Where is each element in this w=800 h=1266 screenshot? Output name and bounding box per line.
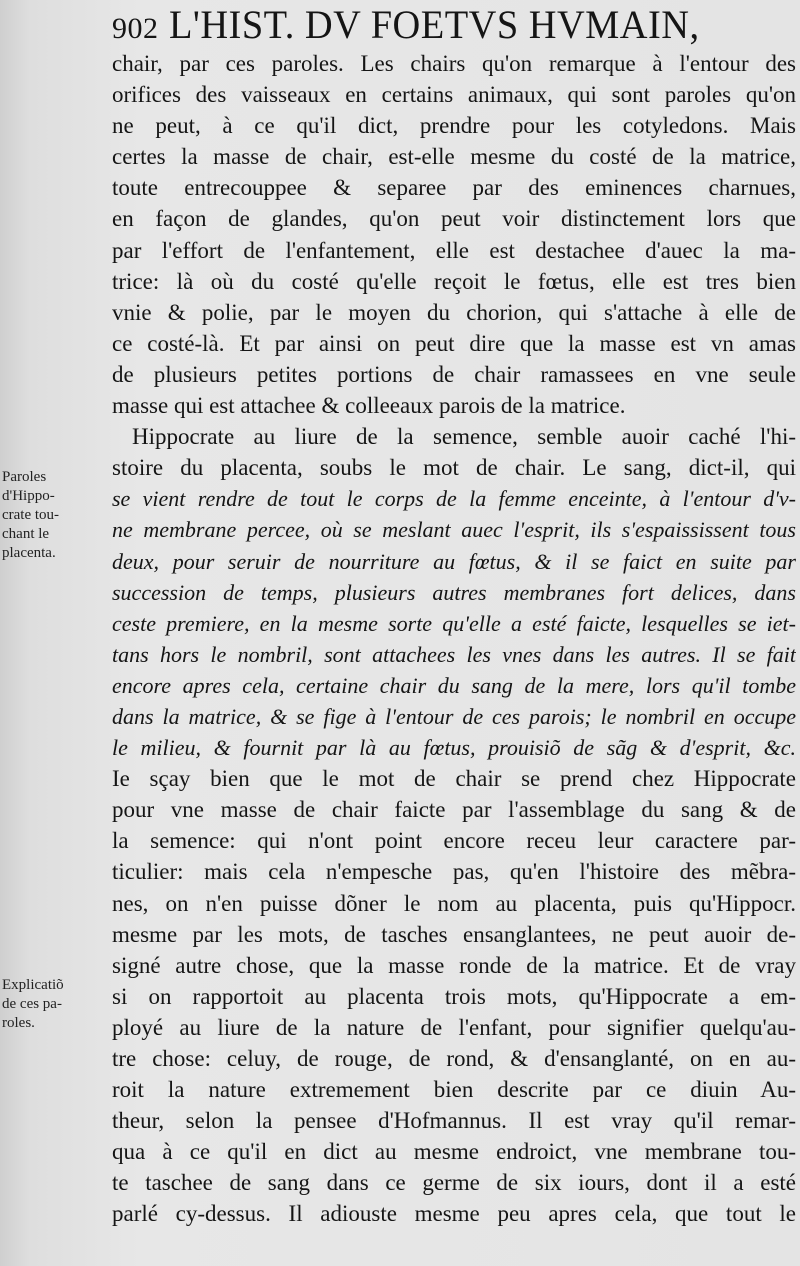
text-line: de plusieurs petites portions de chair ramassees en vne seule bbox=[112, 361, 796, 387]
marginal-note-line: Paroles bbox=[2, 469, 47, 485]
page-header bbox=[112, 2, 797, 48]
text-line: vnie & polie, par le moyen du chorion, qui s'attache à elle de bbox=[112, 299, 796, 325]
text-line: ticulier: mais cela n'empesche pas, qu'en l'histoire des mẽbra- bbox=[112, 859, 796, 885]
text-line: ne peut, à ce qu'il dict, prendre pour les cotyledons. Mais bbox=[112, 113, 796, 139]
text-line: en façon de glandes, qu'on peut voir distinctement lors que bbox=[112, 206, 796, 232]
text-line: masse qui est attachee & colleeaux parois de la matrice. bbox=[112, 393, 626, 419]
text-line: trice: là où du costé qu'elle reçoit le fœtus, elle est tres bien bbox=[112, 268, 796, 294]
text-line: le milieu, & fournit par là au fœtus, prouisiõ de sãg & d'esprit, &c. bbox=[112, 735, 796, 761]
text-line: ployé au liure de la nature de l'enfant, pour signifier quelqu'au- bbox=[112, 1014, 796, 1040]
text-line: ce costé-là. Et par ainsi on peut dire que la masse est vn amas bbox=[112, 330, 796, 356]
text-line: parlé cy-dessus. Il adiouste mesme peu apres cela, que tout le bbox=[112, 1201, 796, 1227]
marginal-note bbox=[2, 976, 106, 1033]
text-line: mesme par les mots, de tasches ensanglantees, ne peut auoir de- bbox=[112, 921, 796, 947]
text-line: tans hors le nombril, sont attachees les vnes dans les autres. Il se fait bbox=[112, 641, 796, 667]
marginal-note-line: placenta. bbox=[2, 545, 56, 561]
text-line: certes la masse de chair, est-elle mesme du costé de la matrice, bbox=[112, 144, 796, 170]
text-line: tre chose: celuy, de rouge, de rond, & d'ensanglanté, on en au- bbox=[112, 1046, 796, 1071]
text-line: dans la matrice, & se fige à l'entour de ces parois; le nombril en occupe bbox=[112, 703, 796, 729]
text-line: ne membrane percee, où se meslant auec l'esprit, ils s'espaississent tous bbox=[112, 517, 796, 543]
marginal-note-line: d'Hippo- bbox=[2, 488, 55, 504]
text-line: deux, pour seruir de nourriture au fœtus, & il se faict en suite par bbox=[112, 548, 796, 574]
text-line: orifices des vaisseaux en certains animaux, qui sont paroles qu'on bbox=[112, 82, 796, 108]
page-number: 902 bbox=[112, 12, 159, 45]
text-line: stoire du placenta, soubs le mot de chair. Le sang, dict-il, qui bbox=[112, 455, 796, 481]
text-line: Hippocrate au liure de la semence, semble auoir caché l'hi- bbox=[132, 424, 796, 450]
marginal-note-line: de ces pa- bbox=[2, 996, 62, 1012]
text-line: nes, on n'en puisse dõner le nom au placenta, puis qu'Hippocr. bbox=[112, 890, 796, 916]
marginal-note-line: roles. bbox=[2, 1015, 35, 1031]
marginal-note-line: crate tou- bbox=[2, 507, 60, 523]
text-line: theur, selon la pensee d'Hofmannus. Il est vray qu'il remar- bbox=[112, 1108, 796, 1134]
text-line: signé autre chose, que la masse ronde de la matrice. Et de vray bbox=[112, 952, 796, 978]
text-line: se vient rendre de tout le corps de la femme enceinte, à l'entour d'v- bbox=[112, 486, 796, 512]
marginal-note bbox=[2, 468, 106, 563]
text-line: par l'effort de l'enfantement, elle est destachee d'auec la ma- bbox=[112, 237, 796, 263]
text-line: succession de temps, plusieurs autres membranes fort delices, dans bbox=[112, 579, 796, 605]
text-line: chair, par ces paroles. Les chairs qu'on remarque à l'entour des bbox=[112, 51, 796, 76]
text-line: te taschee de sang dans ce germe de six iours, dont il a esté bbox=[112, 1170, 796, 1196]
marginal-note-line: chant le bbox=[2, 526, 50, 542]
text-line: la semence: qui n'ont point encore receu leur caractere par- bbox=[112, 828, 796, 854]
text-line: si on rapportoit au placenta trois mots, qu'Hippocrate a em- bbox=[112, 983, 796, 1009]
text-line: Ie sçay bien que le mot de chair se prend chez Hippocrate bbox=[112, 766, 796, 792]
running-title: L'HIST. DV FOETVS HVMAIN, bbox=[168, 2, 700, 47]
text-line: roit la nature extremement bien descrite par ce diuin Au- bbox=[112, 1077, 796, 1103]
text-line: qua à ce qu'il en dict au mesme endroict, vne membrane tou- bbox=[112, 1139, 796, 1165]
marginal-note-line: Explicatiõ bbox=[2, 977, 64, 993]
text-line: pour vne masse de chair faicte par l'assemblage du sang & de bbox=[112, 797, 796, 823]
body-text bbox=[112, 48, 796, 1230]
text-line: ceste premiere, en la mesme sorte qu'elle a esté faicte, lesquelles se iet- bbox=[112, 610, 796, 636]
text-line: encore apres cela, certaine chair du sang de la mere, lors qu'il tombe bbox=[112, 672, 796, 698]
text-line: toute entrecouppee & separee par des eminences charnues, bbox=[112, 175, 796, 201]
